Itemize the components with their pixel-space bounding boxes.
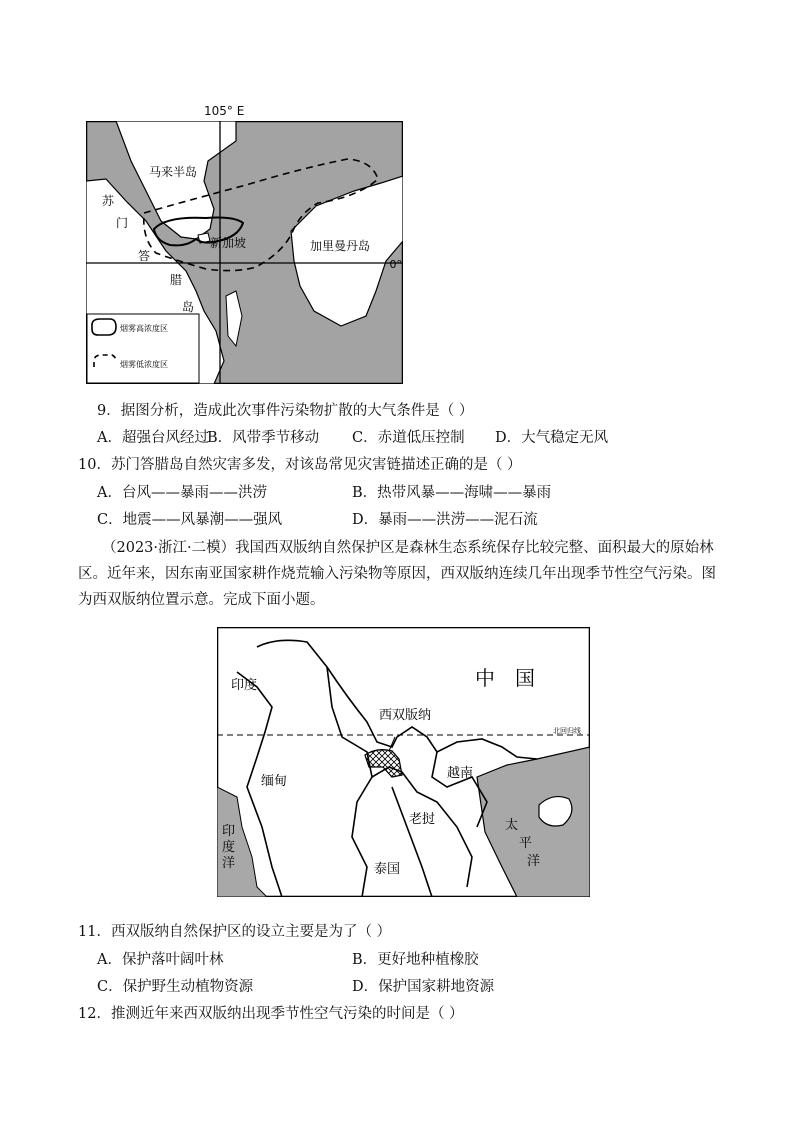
q11-option-c[interactable]: C．保护野生动植物资源 <box>97 979 254 995</box>
q10-option-d[interactable]: D．暴雨——洪涝——泥石流 <box>352 512 538 528</box>
label-kalimantan: 加里曼丹岛 <box>310 239 371 253</box>
q9-option-d[interactable]: D．大气稳定无风 <box>495 430 609 446</box>
legend-high-label: 烟雾高浓度区 <box>120 324 168 333</box>
q12-stem: 12．推测近年来西双版纳出现季节性空气污染的时间是（ ） <box>78 1006 464 1022</box>
label-malay-peninsula: 马来半岛 <box>149 165 198 179</box>
q11-stem: 11．西双版纳自然保护区的设立主要是为了（ ） <box>78 924 392 940</box>
label-xishuangbanna: 西双版纳 <box>379 708 432 723</box>
q9-option-b[interactable]: B．风带季节移动 <box>207 430 320 446</box>
label-thailand: 泰国 <box>374 862 401 877</box>
xishuangbanna-location-map <box>217 627 590 897</box>
q11-option-d[interactable]: D．保护国家耕地资源 <box>352 979 495 995</box>
label-sumatra-4: 腊 <box>170 273 183 287</box>
label-vietnam: 越南 <box>447 766 474 781</box>
hainan-island <box>539 797 572 826</box>
label-sumatra-5: 岛 <box>182 300 195 314</box>
q10-stem: 10．苏门答腊岛自然灾害多发，对该岛常见灾害链描述正确的是（ ） <box>78 457 522 473</box>
label-indian-ocean-1: 印 <box>222 824 236 839</box>
label-pacific-2: 平 <box>519 836 533 851</box>
q10-option-b[interactable]: B．热带风暴——海啸——暴雨 <box>352 485 552 501</box>
q11-option-b[interactable]: B．更好地种植橡胶 <box>352 952 479 968</box>
label-equator: 0° <box>389 258 402 271</box>
label-sumatra-3: 答 <box>138 249 151 263</box>
q10-option-a[interactable]: A．台风——暴雨——洪涝 <box>97 485 267 501</box>
q10-option-c[interactable]: C．地震——风暴潮——强风 <box>97 512 283 528</box>
q9-option-c[interactable]: C．赤道低压控制 <box>352 430 465 446</box>
label-pacific-1: 太 <box>505 818 519 833</box>
label-india: 印度 <box>231 678 258 693</box>
label-indian-ocean-3: 洋 <box>222 856 236 871</box>
q9-option-a[interactable]: A．超强台风经过 <box>97 430 209 446</box>
intro-line-3: 为西双版纳位置示意。完成下面小题。 <box>78 592 325 608</box>
label-sumatra-2: 门 <box>116 216 129 230</box>
longitude-label: 105° E <box>204 104 245 118</box>
label-china: 中 国 <box>475 666 535 690</box>
legend-low-label: 烟雾低浓度区 <box>120 360 168 369</box>
sumatra-haze-map <box>86 121 403 384</box>
label-pacific-3: 洋 <box>527 854 541 869</box>
label-singapore: 新加坡 <box>210 236 247 250</box>
label-indian-ocean-2: 度 <box>222 840 236 855</box>
intro-line-1: （2023·浙江·二模）我国西双版纳自然保护区是森林生态系统保存比较完整、面积最大的原始林 <box>102 540 714 556</box>
intro-line-2: 区。近年来，因东南亚国家耕作烧荒输入污染物等原因，西双版纳连续几年出现季节性空气污染。图 <box>78 566 716 582</box>
q11-option-a[interactable]: A．保护落叶阔叶林 <box>97 952 224 968</box>
label-tropic: 北回归线 <box>553 727 581 735</box>
label-myanmar: 缅甸 <box>261 774 288 789</box>
q9-stem: 9．据图分析，造成此次事件污染物扩散的大气条件是（ ） <box>97 403 474 419</box>
label-laos: 老挝 <box>409 812 436 827</box>
label-sumatra-1: 苏 <box>102 194 115 208</box>
